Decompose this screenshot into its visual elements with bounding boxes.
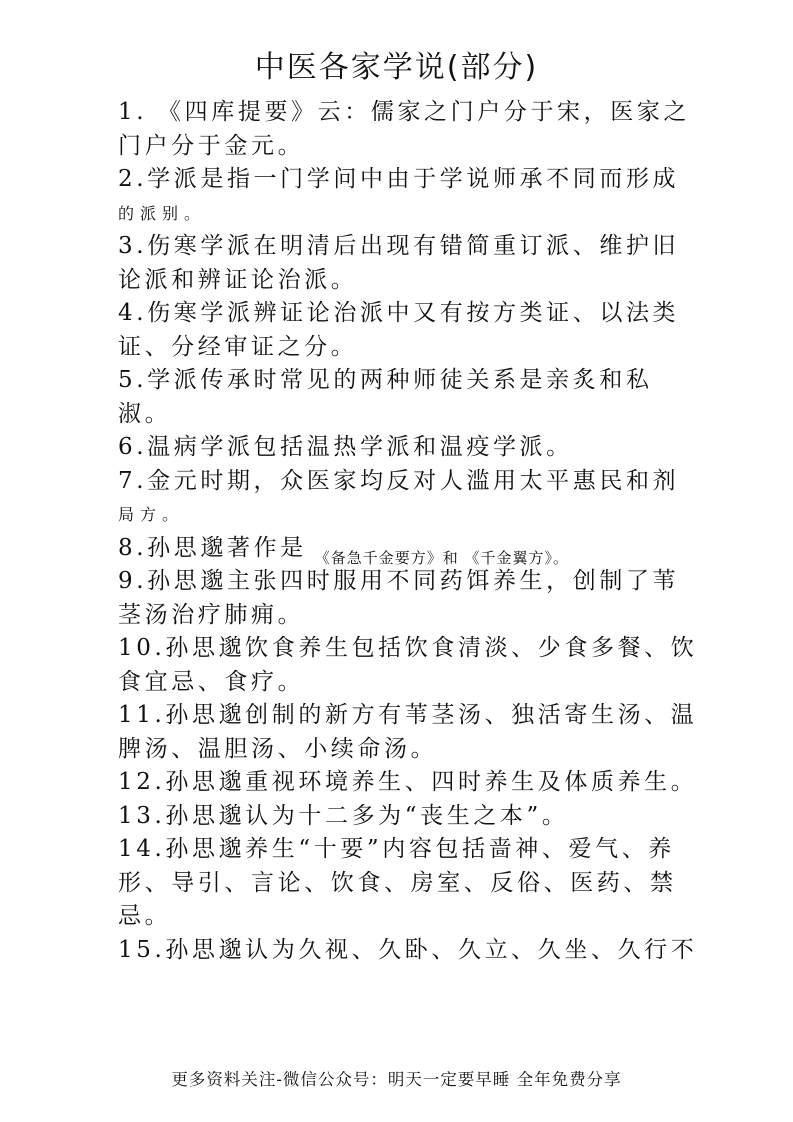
text-line: 1. 《四库提要》云：儒家之门户分于宋，医家之 <box>118 99 691 125</box>
text-line: 形、导引、言论、饮食、房室、反俗、医药、禁 <box>118 869 677 896</box>
text-line-8 <box>118 532 678 566</box>
text-line: 论派和辨证论治派。 <box>118 266 358 293</box>
text-line: 的派别。 <box>118 203 207 223</box>
text-line: 9.孙思邈主张四时服用不同药饵养生，创制了苇 <box>118 568 680 594</box>
text-line: 5.学派传承时常见的两种师徒关系是亲炙和私 <box>118 367 653 393</box>
text-line: 14.孙思邈养生“十要”内容包括啬神、爱气、养 <box>118 836 675 862</box>
text-line: 12.孙思邈重视环境养生、四时养生及体质养生。 <box>118 769 698 795</box>
text-line: 忌。 <box>118 903 172 929</box>
text-line: 7.金元时期，众医家均反对人滥用太平惠民和剂 <box>118 467 680 494</box>
text-line: 13.孙思邈认为十二多为“丧生之本”。 <box>118 802 569 829</box>
text-line: 茎汤治疗肺痈。 <box>118 601 305 628</box>
document-title: 中医各家学说(部分) <box>254 50 539 85</box>
document-body <box>118 96 698 967</box>
text-line: 10.孙思邈饮食养生包括饮食清淡、少食多餐、饮 <box>118 635 698 661</box>
text-line: 门户分于金元。 <box>118 132 305 159</box>
text-line: 食宜忌、食疗。 <box>118 668 305 695</box>
text-line: 局方。 <box>118 505 185 524</box>
text-line-8-books: 《备急千金要方》和 《千金翼方》。 <box>314 548 570 567</box>
text-line: 4.伤寒学派辨证论治派中又有按方类证、以法类 <box>118 300 680 326</box>
text-line: 11.孙思邈创制的新方有苇茎汤、独活寄生汤、温 <box>118 702 698 728</box>
text-line: 2.学派是指一门学问中由于学说师承不同而形成 <box>118 166 680 192</box>
footer-note: 更多资料关注-微信公众号：明天一定要早睡 全年免费分享 <box>171 1070 622 1089</box>
text-line: 6.温病学派包括温热学派和温疫学派。 <box>118 434 573 460</box>
text-line-8-prefix: 8.孙思邈著作是 <box>118 534 307 561</box>
text-line: 3.伤寒学派在明清后出现有错简重订派、维护旧 <box>118 233 680 259</box>
text-line: 证、分经审证之分。 <box>118 333 358 360</box>
text-line: 淑。 <box>118 400 172 427</box>
text-line: 脾汤、温胆汤、小续命汤。 <box>118 735 438 762</box>
text-line: 15.孙思邈认为久视、久卧、久立、久坐、久行不 <box>118 936 698 963</box>
